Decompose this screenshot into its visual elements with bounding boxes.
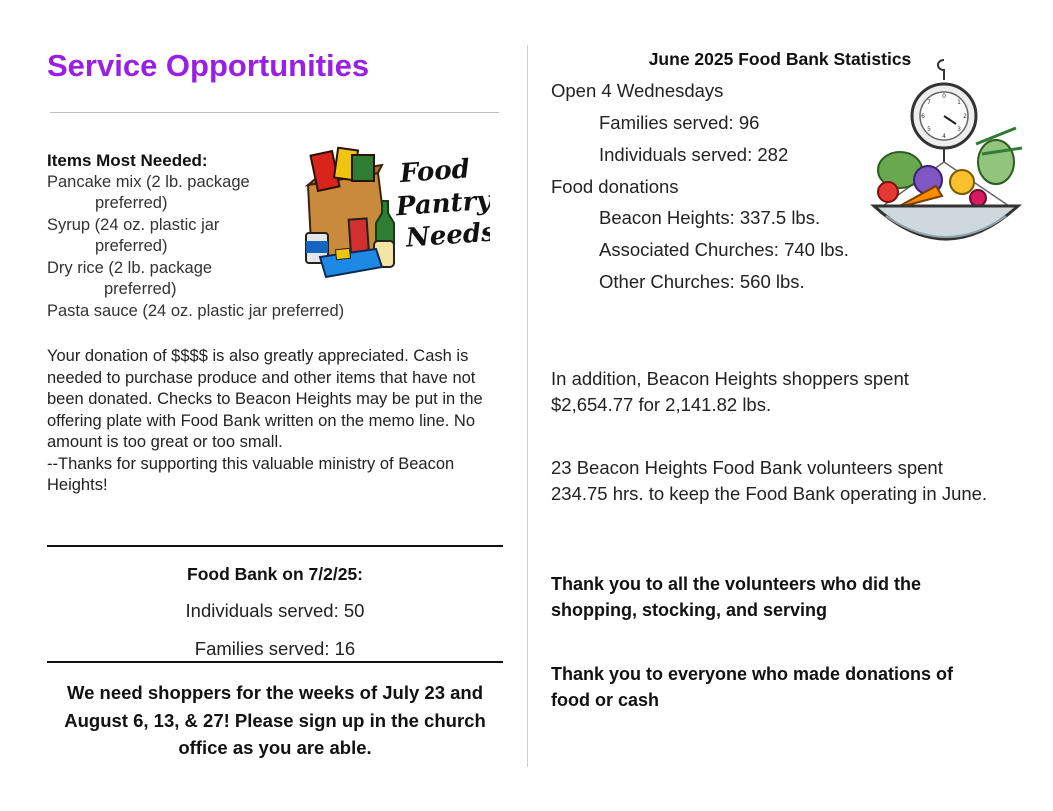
shoppers-spent-paragraph: In addition, Beacon Heights shoppers spent $2,654.77 for 2,141.82 lbs. [551, 368, 909, 415]
section-divider [47, 545, 503, 547]
list-item: Pasta sauce (24 oz. plastic jar preferred) [47, 301, 345, 320]
svg-text:5: 5 [927, 126, 931, 133]
stat-donations-heading: Food donations [551, 176, 679, 197]
shoppers-notice: We need shoppers for the weeks of July 23 and August 6, 13, & 27! Please sign up in the church office as you are able. [64, 682, 486, 758]
svg-text:0: 0 [942, 93, 946, 100]
list-item: Syrup (24 oz. plastic jar [47, 215, 220, 234]
stat-other: Other Churches: 560 lbs. [599, 271, 805, 292]
scale-vegetables-image [866, 58, 1026, 258]
donation-paragraph [47, 346, 503, 497]
title-divider [50, 112, 499, 113]
stat-individuals: Individuals served: 282 [599, 144, 789, 165]
stat-families: Families served: 96 [599, 112, 760, 133]
stat-beacon: Beacon Heights: 337.5 lbs. [599, 207, 821, 228]
svg-text:1: 1 [957, 99, 961, 106]
items-needed-list [47, 150, 345, 322]
pantry-text-food: Food [398, 154, 471, 190]
list-item: preferred) [104, 280, 177, 298]
food-bank-families: Families served: 16 [194, 638, 356, 659]
list-item: Pancake mix (2 lb. package [47, 172, 250, 191]
food-bank-heading: Food Bank on 7/2/25: [187, 564, 363, 584]
stat-open: Open 4 Wednesdays [551, 80, 724, 101]
svg-text:3: 3 [957, 126, 961, 133]
svg-text:4: 4 [942, 133, 946, 140]
stat-associated: Associated Churches: 740 lbs. [599, 239, 849, 260]
food-pantry-needs-image [290, 145, 490, 280]
pantry-text-pantry: Pantry [395, 185, 490, 223]
list-item: Dry rice (2 lb. package [47, 258, 213, 277]
list-item: preferred) [95, 237, 168, 255]
thanks-text: --Thanks for supporting this valuable ministry of Beacon Heights! [47, 454, 455, 494]
page-title: Service Opportunities [47, 48, 370, 83]
pantry-text-needs: Needs [405, 217, 490, 254]
column-divider [527, 45, 528, 767]
svg-text:7: 7 [927, 99, 931, 106]
section-divider [47, 661, 503, 663]
list-item: preferred) [95, 194, 168, 212]
food-bank-individuals: Individuals served: 50 [185, 600, 365, 621]
thanks-donors: Thank you to everyone who made donations of food or cash [551, 664, 954, 710]
volunteers-paragraph: 23 Beacon Heights Food Bank volunteers spent 234.75 hrs. to keep the Food Bank operating in June. [551, 457, 988, 504]
stats-title: June 2025 Food Bank Statistics [648, 49, 912, 69]
thanks-volunteers: Thank you to all the volunteers who did the shopping, stocking, and serving [551, 574, 922, 620]
svg-text:2: 2 [963, 113, 967, 120]
donation-text: Your donation of $$$$ is also greatly appreciated. Cash is needed to purchase produce and other items that have not been donated. Checks to Beacon Heights may be put in the offering plate with Food Bank written on the memo line. No amount is too great or too small. [47, 347, 483, 451]
svg-text:6: 6 [921, 113, 925, 120]
items-needed-heading: Items Most Needed: [47, 151, 208, 170]
